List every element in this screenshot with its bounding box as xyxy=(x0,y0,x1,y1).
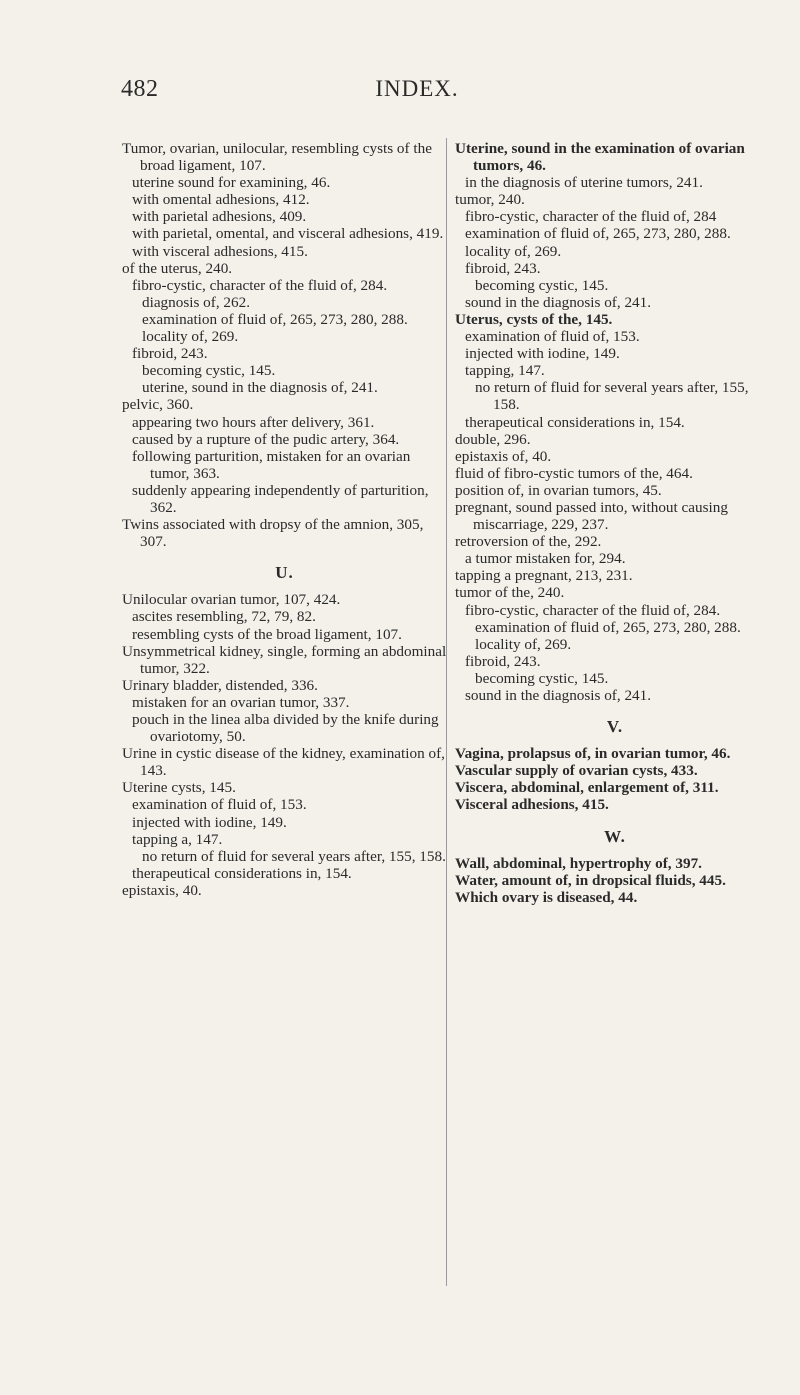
index-entry: Urine in cystic disease of the kidney, examination of, 143. xyxy=(122,745,445,780)
index-entry: Uterine, sound in the examination of ovarian tumors, 46. xyxy=(455,140,745,175)
index-entry: uterine sound for examining, 46. xyxy=(132,174,331,192)
index-entry: epistaxis, 40. xyxy=(122,881,202,899)
index-entry: tapping a, 147. xyxy=(132,830,223,848)
index-entry: mistaken for an ovarian tumor, 337. xyxy=(132,693,350,711)
index-entry: locality of, 269. xyxy=(142,328,239,346)
index-entry: tapping, 147. xyxy=(465,362,545,380)
index-entry: with parietal adhesions, 409. xyxy=(132,208,307,226)
index-entry: pouch in the linea alba divided by the knife during ovariotomy, 50. xyxy=(132,711,439,746)
index-entry: becoming cystic, 145. xyxy=(475,669,609,687)
index-entry: fibro-cystic, character of the fluid of, 284 xyxy=(465,208,717,226)
index-entry: with parietal, omental, and visceral adhesions, 419. xyxy=(132,225,444,243)
index-entry: examination of fluid of, 153. xyxy=(465,328,640,346)
index-entry: diagnosis of, 262. xyxy=(142,293,250,311)
index-entry: fibro-cystic, character of the fluid of, 284. xyxy=(465,601,721,619)
index-entry: Viscera, abdominal, enlargement of, 311. xyxy=(455,779,719,797)
index-entry: injected with iodine, 149. xyxy=(465,345,620,363)
index-entry: Twins associated with dropsy of the amnion, 305, 307. xyxy=(122,516,424,551)
index-entry: no return of fluid for several years after, 155, 158. xyxy=(475,379,749,414)
index-entry: becoming cystic, 145. xyxy=(142,362,276,380)
index-entry: with omental adhesions, 412. xyxy=(132,191,310,209)
index-entry: Urinary bladder, distended, 336. xyxy=(122,676,318,694)
index-entry: retroversion of the, 292. xyxy=(455,533,602,551)
column-divider xyxy=(446,138,447,1286)
section-letter: U. xyxy=(275,563,294,583)
index-entry: examination of fluid of, 265, 273, 280, 288. xyxy=(465,225,731,243)
index-entry: locality of, 269. xyxy=(475,635,572,653)
index-entry: Which ovary is diseased, 44. xyxy=(455,888,638,906)
running-head: INDEX. xyxy=(375,76,459,101)
index-entry: injected with iodine, 149. xyxy=(132,813,287,831)
index-entry: following parturition, mistaken for an ovarian tumor, 363. xyxy=(132,447,411,482)
index-entry: tumor, 240. xyxy=(455,191,525,209)
index-entry: in the diagnosis of uterine tumors, 241. xyxy=(465,174,703,192)
index-entry: becoming cystic, 145. xyxy=(475,276,609,294)
index-entry: Unilocular ovarian tumor, 107, 424. xyxy=(122,591,341,609)
left-index-column xyxy=(122,140,447,899)
index-entry: Wall, abdominal, hypertrophy of, 397. xyxy=(455,854,702,872)
page-number: 482 xyxy=(121,76,159,102)
index-entry: therapeutical considerations in, 154. xyxy=(132,864,352,882)
index-entry: caused by a rupture of the pudic artery, 364. xyxy=(132,430,400,448)
index-entry: position of, in ovarian tumors, 45. xyxy=(455,481,662,499)
index-entry: ascites resembling, 72, 79, 82. xyxy=(132,608,316,626)
index-entry: Vascular supply of ovarian cysts, 433. xyxy=(455,762,698,780)
index-entry: Vagina, prolapsus of, in ovarian tumor, 46. xyxy=(455,745,731,763)
index-entry: examination of fluid of, 265, 273, 280, 288. xyxy=(142,310,408,328)
section-letter: V. xyxy=(606,717,624,737)
index-entry: appearing two hours after delivery, 361. xyxy=(132,413,375,431)
index-entry: therapeutical considerations in, 154. xyxy=(465,413,685,431)
index-entry: Uterus, cysts of the, 145. xyxy=(455,310,613,328)
index-entry: tumor of the, 240. xyxy=(455,584,565,602)
index-entry: tapping a pregnant, 213, 231. xyxy=(455,567,633,585)
index-entry: Water, amount of, in dropsical fluids, 445. xyxy=(455,871,726,889)
index-entry: locality of, 269. xyxy=(465,242,562,260)
index-entry: a tumor mistaken for, 294. xyxy=(465,550,626,568)
index-entry: suddenly appearing independently of parturition, 362. xyxy=(132,481,429,516)
index-entry: sound in the diagnosis of, 241. xyxy=(465,293,652,311)
index-entry: with visceral adhesions, 415. xyxy=(132,242,308,260)
index-entry: examination of fluid of, 153. xyxy=(132,796,307,814)
index-entry: Tumor, ovarian, unilocular, resembling cysts of the broad ligament, 107. xyxy=(122,140,432,175)
index-entry: fluid of fibro-cystic tumors of the, 464. xyxy=(455,464,693,482)
section-letter: W. xyxy=(604,826,626,846)
index-entry: of the uterus, 240. xyxy=(122,259,233,277)
index-entry: uterine, sound in the diagnosis of, 241. xyxy=(142,379,378,397)
right-index-column xyxy=(455,140,775,906)
index-entry: double, 296. xyxy=(455,430,531,448)
index-entry: Uterine cysts, 145. xyxy=(122,779,236,797)
index-entry: Unsymmetrical kidney, single, forming an abdominal tumor, 322. xyxy=(122,642,447,677)
index-entry: fibroid, 243. xyxy=(465,259,541,277)
index-entry: sound in the diagnosis of, 241. xyxy=(465,687,652,704)
index-entry: epistaxis of, 40. xyxy=(455,447,552,465)
index-entry: pelvic, 360. xyxy=(122,396,194,414)
index-entry: fibro-cystic, character of the fluid of, 284. xyxy=(132,276,388,294)
index-entry: resembling cysts of the broad ligament, 107. xyxy=(132,625,402,643)
index-entry: Visceral adhesions, 415. xyxy=(455,796,609,814)
page-header xyxy=(0,76,800,116)
index-entry: fibroid, 243. xyxy=(132,345,208,363)
index-entry: pregnant, sound passed into, without causing miscarriage, 229, 237. xyxy=(455,498,728,534)
index-entry: fibroid, 243. xyxy=(465,652,541,670)
index-entry: examination of fluid of, 265, 273, 280, 288. xyxy=(475,618,741,636)
index-entry: no return of fluid for several years after, 155, 158. xyxy=(142,847,446,865)
